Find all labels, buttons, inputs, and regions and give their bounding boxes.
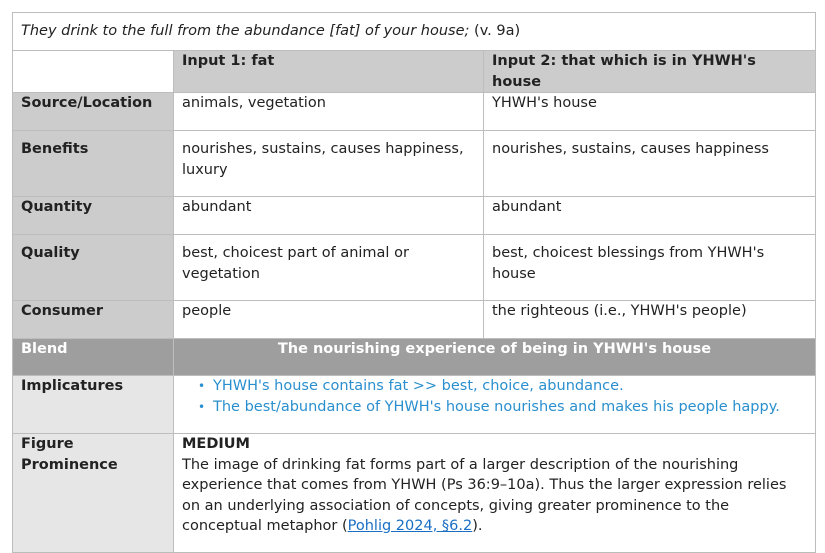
verse-reference: (v. 9a) bbox=[474, 23, 521, 40]
implicature-item: • The best/abundance of YHWH's house nourishes and makes his people happy. bbox=[198, 397, 807, 418]
row-label-figure-prominence: Figure Prominence bbox=[13, 434, 174, 553]
prominence-level: MEDIUM bbox=[182, 436, 250, 452]
consumer-input-1: people bbox=[174, 301, 484, 339]
table-row-quality bbox=[13, 235, 816, 301]
table-row-figure-prominence bbox=[13, 434, 816, 553]
consumer-input-2: the righteous (i.e., YHWH's people) bbox=[484, 301, 816, 339]
row-label-implicatures: Implicatures bbox=[13, 376, 174, 434]
verse-quote: They drink to the full from the abundance [fat] of your house; bbox=[21, 23, 470, 40]
source-input-1: animals, vegetation bbox=[174, 93, 484, 131]
table-row-source bbox=[13, 93, 816, 131]
header-empty-cell bbox=[13, 51, 174, 93]
benefits-input-2: nourishes, sustains, causes happiness bbox=[484, 131, 816, 197]
verse-caption bbox=[13, 13, 816, 51]
header-input-2: Input 2: that which is in YHWH's house bbox=[484, 51, 816, 93]
row-label-blend: Blend bbox=[13, 339, 174, 376]
row-label-quality: Quality bbox=[13, 235, 174, 301]
implicature-item: • YHWH's house contains fat >> best, choice, abundance. bbox=[198, 376, 807, 397]
blend-analysis-table bbox=[12, 12, 816, 553]
quality-input-1: best, choicest part of animal or vegetation bbox=[174, 235, 484, 301]
table-row-consumer bbox=[13, 301, 816, 339]
source-input-2: YHWH's house bbox=[484, 93, 816, 131]
implicatures-list bbox=[182, 376, 807, 417]
table-row-quantity bbox=[13, 197, 816, 235]
row-label-quantity: Quantity bbox=[13, 197, 174, 235]
figure-prominence-cell bbox=[174, 434, 816, 553]
blend-title: The nourishing experience of being in YHWH's house bbox=[174, 339, 816, 376]
implicatures-cell bbox=[174, 376, 816, 434]
table-row-benefits bbox=[13, 131, 816, 197]
quantity-input-1: abundant bbox=[174, 197, 484, 235]
quality-input-2: best, choicest blessings from YHWH's house bbox=[484, 235, 816, 301]
benefits-input-1: nourishes, sustains, causes happiness, luxury bbox=[174, 131, 484, 197]
table-row-implicatures bbox=[13, 376, 816, 434]
prominence-description bbox=[182, 455, 807, 537]
quantity-input-2: abundant bbox=[484, 197, 816, 235]
row-label-source: Source/Location bbox=[13, 93, 174, 131]
row-label-consumer: Consumer bbox=[13, 301, 174, 339]
reference-link[interactable]: Pohlig 2024, §6.2 bbox=[347, 518, 473, 534]
header-input-1: Input 1: fat bbox=[174, 51, 484, 93]
prominence-text-end: ). bbox=[472, 518, 483, 534]
table-row-blend bbox=[13, 339, 816, 376]
prominence-text: The image of drinking fat forms part of a larger description of the nourishing experience that comes from YHWH (Ps 36:9–10a). Thus the larger expression relies on an underlying association of concepts, giving greater prominence to the conceptual metaphor ( bbox=[182, 456, 787, 534]
row-label-benefits: Benefits bbox=[13, 131, 174, 197]
